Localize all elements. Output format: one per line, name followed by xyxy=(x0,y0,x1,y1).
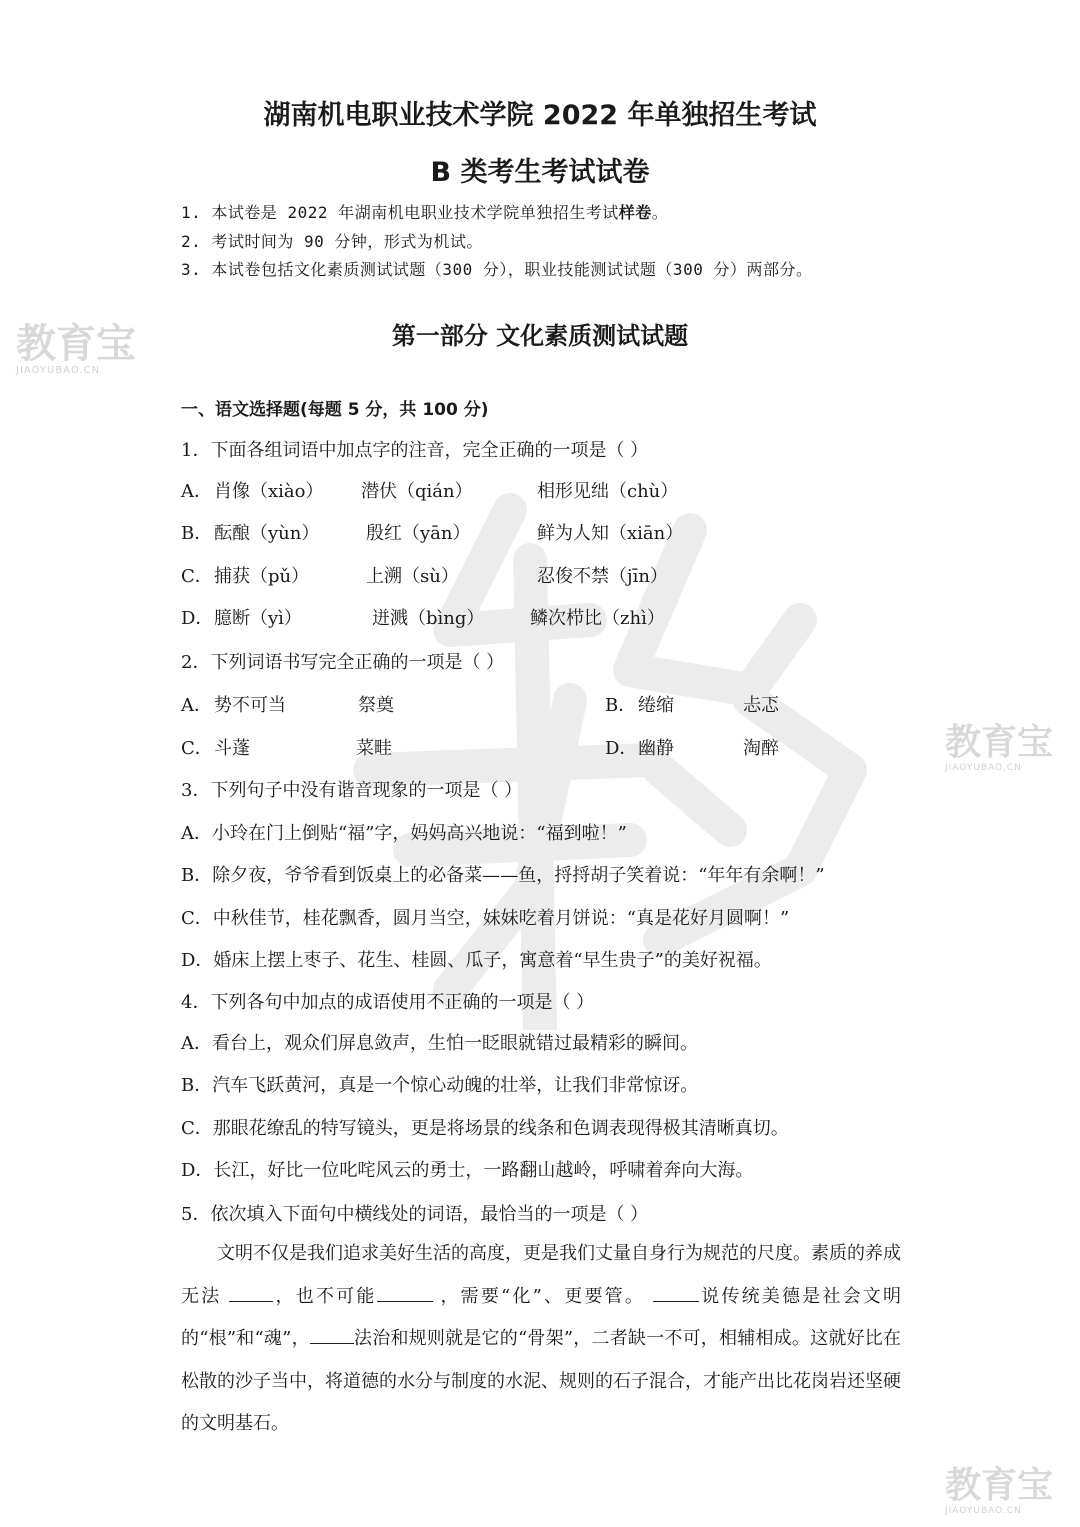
watermark-logo-left: 教育宝 JIAOYUBAO.CN xyxy=(16,321,136,376)
q4-option-c: C．那眼花缭乱的特写镜头，更是将场景的线条和色调表现得极其清晰真切。 xyxy=(181,1118,789,1139)
blank-2 xyxy=(377,1285,433,1302)
q1-option-c-word1: 捕获（pǔ） xyxy=(214,566,310,587)
q2-option-c-word2: 菜畦 xyxy=(356,738,392,759)
question-3-stem: 3．下列句子中没有谐音现象的一项是（ ） xyxy=(181,780,523,801)
q4-option-d: D．长江，好比一位叱咤风云的勇士，一路翻山越岭，呼啸着奔向大海。 xyxy=(181,1160,754,1181)
q1-option-d-word1: 臆断（yì） xyxy=(214,608,302,629)
part-title: 第一部分 文化素质测试试题 xyxy=(391,321,689,350)
note-1: 1. 本试卷是 2022 年湖南机电职业技术学院单独招生考试样卷。 xyxy=(181,203,669,222)
exam-title: 湖南机电职业技术学院 2022 年单独招生考试 xyxy=(263,100,817,131)
section-heading: 一、语文选择题(每题 5 分，共 100 分) xyxy=(181,400,489,420)
q1-option-a-word3: 相形见绌（chù） xyxy=(537,481,679,502)
note-2: 2. 考试时间为 90 分钟，形式为机试。 xyxy=(181,232,483,251)
q1-option-b-word1: 酝酿（yùn） xyxy=(214,523,320,544)
watermark-logo-right: 教育宝 JIAOYUBAO.CN xyxy=(945,722,1054,773)
q2-option-a-word2: 祭奠 xyxy=(358,695,394,716)
q4-option-a: A．看台上，观众们屏息敛声，生怕一眨眼就错过最精彩的瞬间。 xyxy=(181,1033,698,1054)
q1-option-a-word1: 肖像（xiào） xyxy=(214,481,324,502)
q2-option-c-label: C． xyxy=(181,738,213,759)
q2-option-d-word2: 淘醉 xyxy=(743,738,779,759)
q1-option-d-label: D． xyxy=(181,608,214,629)
q2-option-b-word2: 忐忑 xyxy=(743,695,779,716)
watermark-logo-bottom: 教育宝 JIAOYUBAO.CN xyxy=(945,1465,1054,1516)
q2-option-b-word1: 绻缩 xyxy=(638,695,674,716)
note-3: 3. 本试卷包括文化素质测试试题（300 分），职业技能测试试题（300 分）两部分。 xyxy=(181,260,813,279)
q3-option-c: C．中秋佳节，桂花飘香，圆月当空，妹妹吃着月饼说：“真是花好月圆啊！” xyxy=(181,908,790,929)
q1-option-c-word2: 上溯（sù） xyxy=(366,566,459,587)
q1-option-c-word3: 忍俊不禁（jīn） xyxy=(537,566,668,587)
q1-option-a-word2: 潜伏（qián） xyxy=(361,481,473,502)
exam-subtitle: B 类考生考试试卷 xyxy=(430,157,650,188)
q3-option-a: A．小玲在门上倒贴“福”字，妈妈高兴地说：“福到啦！” xyxy=(181,823,627,844)
q1-option-d-word2: 迸溅（bìng） xyxy=(372,608,485,629)
q2-option-b-label: B． xyxy=(605,695,637,716)
q1-option-b-word2: 殷红（yān） xyxy=(366,523,471,544)
blank-4 xyxy=(310,1327,354,1344)
q1-option-a-label: A． xyxy=(181,481,212,502)
q2-option-a-label: A． xyxy=(181,695,212,716)
q2-option-d-label: D． xyxy=(605,738,638,759)
q5-passage: 文明不仅是我们追求美好生活的高度，更是我们丈量自身行为规范的尺度。素质的养成无法 ，也不可能 ，需要“化”、更要管。 说传统美德是社会文明的“根”和“魂”， 法治和规则就是它的“骨架”，二者缺一不可，相辅相成。这就好比在松散的沙子当中，将道德的水分与制度的水泥、规则的石子混合，才能产出比花岗岩还坚硬的文明基石。 xyxy=(181,1243,902,1434)
blank-1 xyxy=(229,1285,273,1302)
question-1-stem: 1．下面各组词语中加点字的注音，完全正确的一项是（ ） xyxy=(181,440,649,461)
q1-option-b-word3: 鲜为人知（xiān） xyxy=(537,523,684,544)
q4-option-b: B．汽车飞跃黄河，真是一个惊心动魄的壮举，让我们非常惊讶。 xyxy=(181,1075,699,1096)
q1-option-b-label: B． xyxy=(181,523,213,544)
q2-option-c-word1: 斗蓬 xyxy=(214,738,250,759)
q2-option-d-word1: 幽静 xyxy=(638,738,674,759)
blank-3 xyxy=(653,1285,699,1302)
q3-option-d: D．婚床上摆上枣子、花生、桂圆、瓜子，寓意着“早生贵子”的美好祝福。 xyxy=(181,950,772,971)
q2-option-a-word1: 势不可当 xyxy=(214,695,286,716)
question-2-stem: 2．下列词语书写完全正确的一项是（ ） xyxy=(181,652,505,673)
q1-option-d-word3: 鳞次栉比（zhì） xyxy=(530,608,665,629)
q1-option-c-label: C． xyxy=(181,566,213,587)
question-4-stem: 4．下列各句中加点的成语使用不正确的一项是（ ） xyxy=(181,992,595,1013)
q3-option-b: B．除夕夜，爷爷看到饭桌上的必备菜——鱼，捋捋胡子笑着说：“年年有余啊！” xyxy=(181,865,825,886)
question-5-stem: 5．依次填入下面句中横线处的词语，最恰当的一项是（ ） xyxy=(181,1204,649,1225)
